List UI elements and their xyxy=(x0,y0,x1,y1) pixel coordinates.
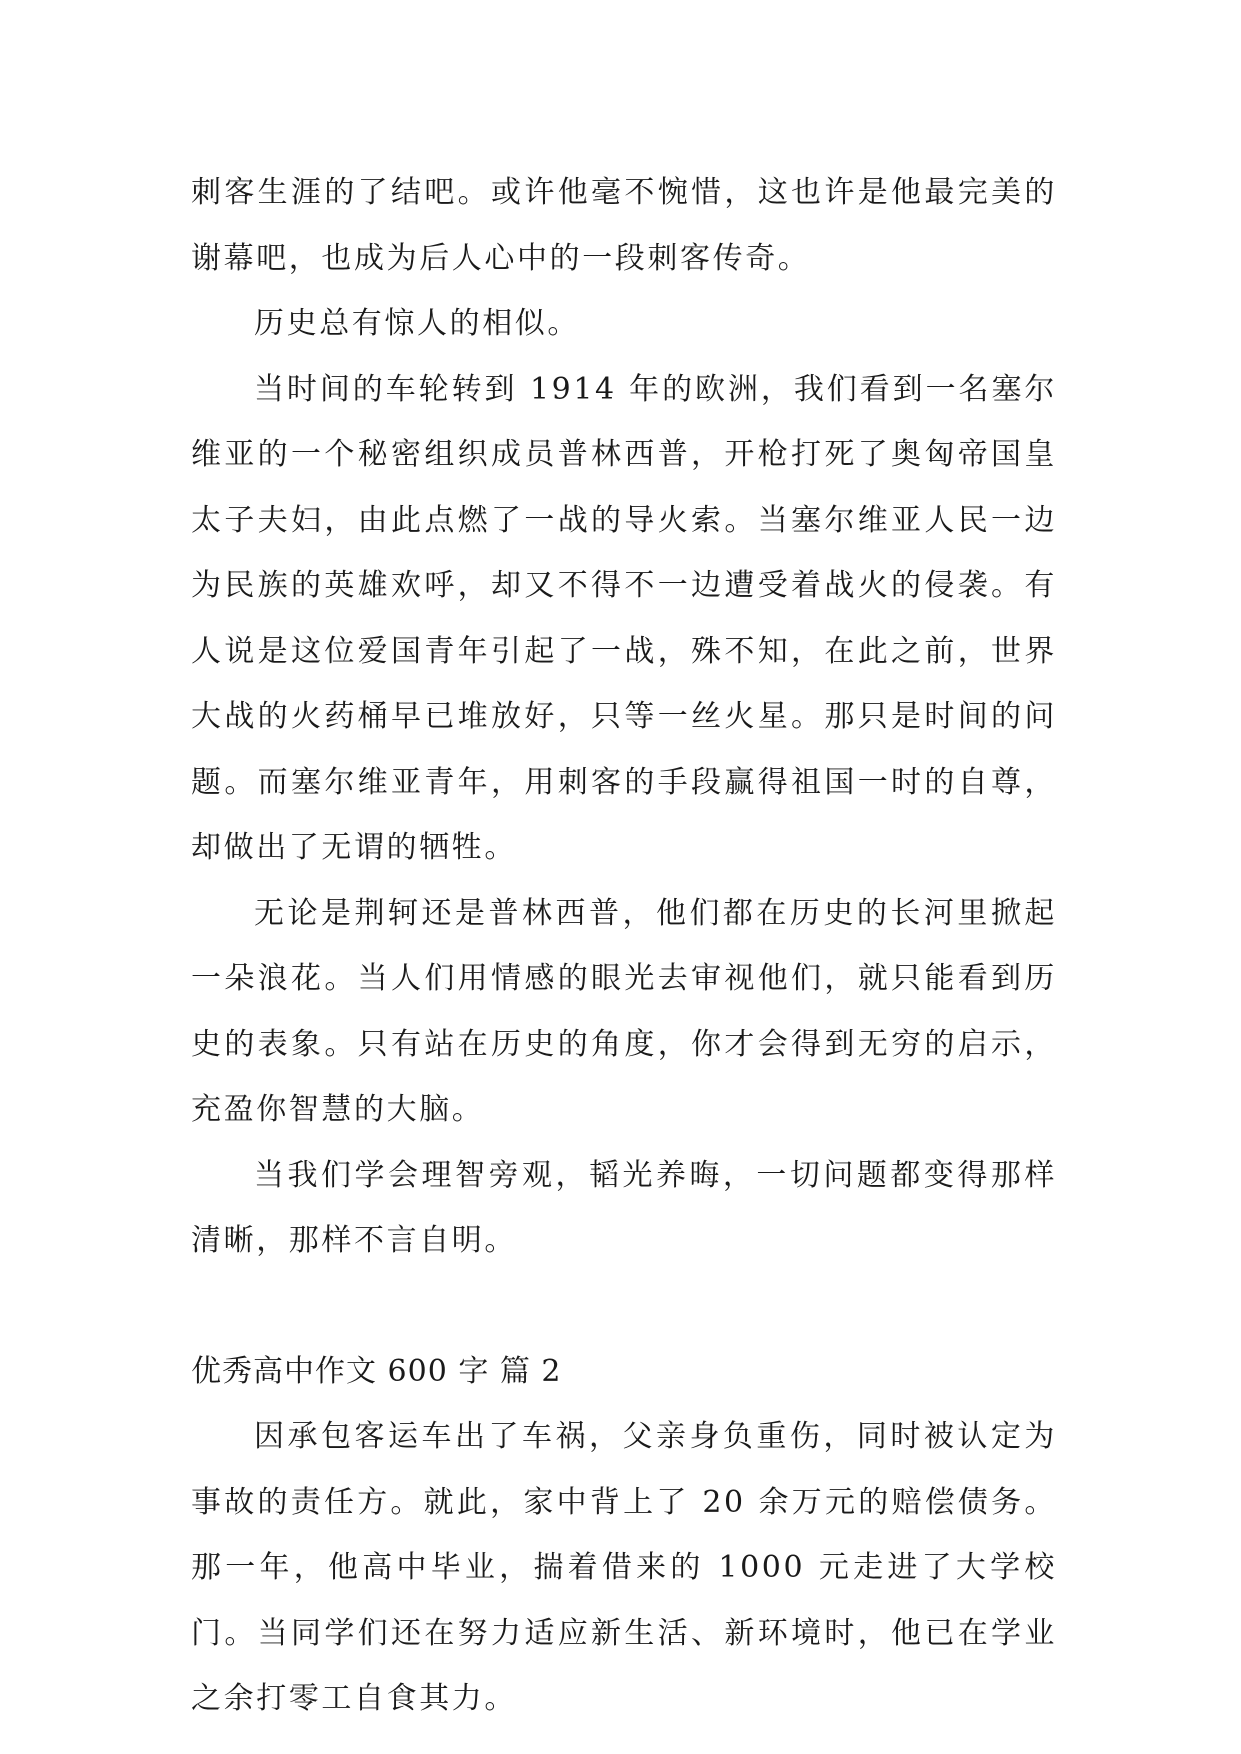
paragraph-4: 无论是荆轲还是普林西普，他们都在历史的长河里掀起一朵浪花。当人们用情感的眼光去审视他们，就只能看到历史的表象。只有站在历史的角度，你才会得到无穷的启示，充盈你智慧的大脑。 xyxy=(191,895,1057,1127)
paragraph-3: 当时间的车轮转到 1914 年的欧洲，我们看到一名塞尔维亚的一个秘密组织成员普林西普，开枪打死了奥匈帝国皇太子夫妇，由此点燃了一战的导火索。当塞尔维亚人民一边为民族的英雄欢呼，却又不得不一边遭受着战火的侵袭。有人说是这位爱国青年引起了一战，殊不知，在此之前，世界大战的火药桶早已堆放好，只等一丝火星。那只是时间的问题。而塞尔维亚青年，用刺客的手段赢得祖国一时的自尊，却做出了无谓的牺牲。 xyxy=(191,371,1057,865)
section-gap xyxy=(191,1274,1057,1339)
essay-body xyxy=(191,160,1057,1732)
paragraph-6: 因承包客运车出了车祸，父亲身负重伤，同时被认定为事故的责任方。就此，家中背上了 20 余万元的赔偿债务。那一年，他高中毕业，揣着借来的 1000 元走进了大学校门。当同学们还在努力适应新生活、新环境时，他已在学业之余打零工自食其力。 xyxy=(191,1419,1057,1716)
paragraph-2: 历史总有惊人的相似。 xyxy=(254,306,580,341)
section-title: 优秀高中作文 600 字 篇 2 xyxy=(191,1353,562,1389)
paragraph-5: 当我们学会理智旁观，韬光养晦，一切问题都变得那样清晰，那样不言自明。 xyxy=(191,1157,1057,1258)
paragraph-1: 刺客生涯的了结吧。或许他毫不惋惜，这也许是他最完美的谢幕吧，也成为后人心中的一段刺客传奇。 xyxy=(191,175,1057,276)
